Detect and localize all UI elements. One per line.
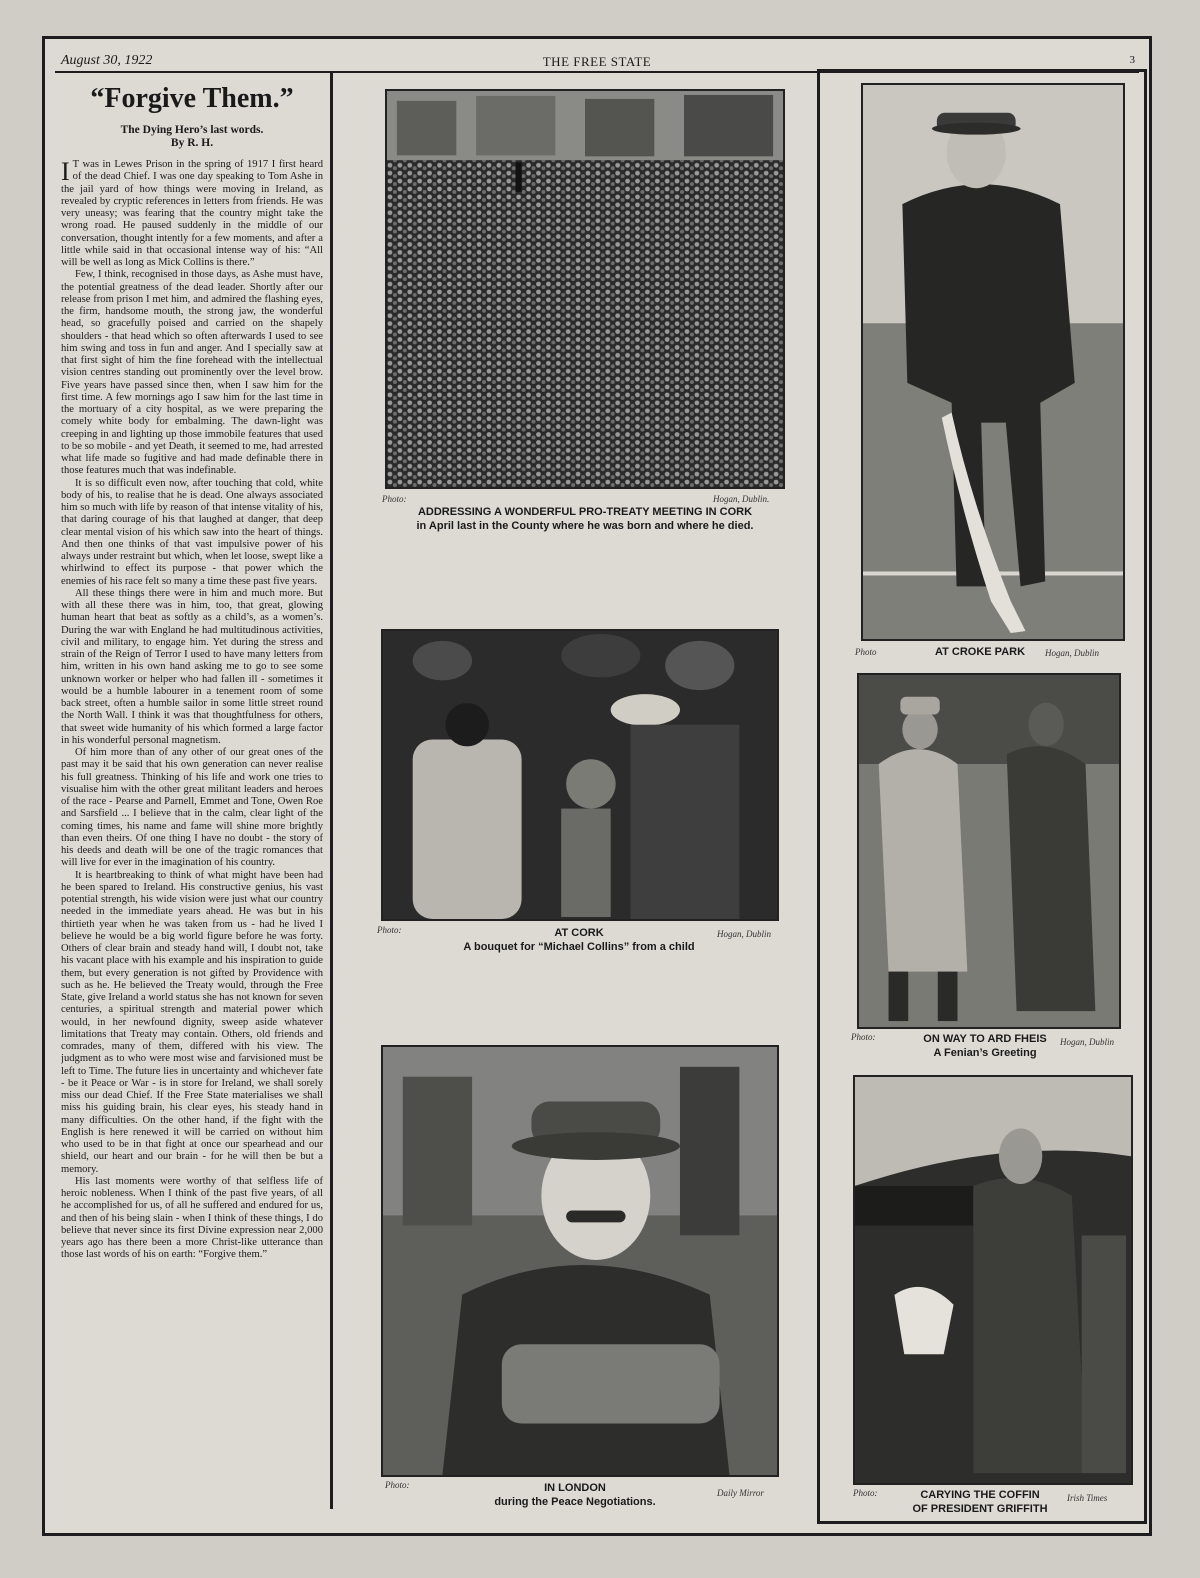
photo-caption: [885, 1488, 1075, 1516]
article-paragraph: It is heartbreaking to think of what might have been had he been spared to Ireland. His constructive genius, his vast potential strength, his wide vision were just what our country needed in the immediate years ahead. He was but in his thirtieth year when he was taken from us - had he lived I believe he would be a big world figure before he was forty. Others of clear brain and steady hand will, I doubt not, take his vacant place with his example and his inspiration to guide them, but every generation is not gifted by Providence with such as he. He believed the Treaty would, through the Free State, give Ireland a world status she has not known for seven centuries, a spiritual strength and material power which would, in her newfound dignity, sweep aside whatever limitations that Treaty may contain. Others, old friends and comrades, many of them, differed with his view. The judgment as to who were most wise and farvisioned must be left to Time. The future lies in uncertainty and whichever fate - be it Peace or War - is in store for Ireland, we shall sorely miss our dead Chief. If the Free State materialises we shall miss his guiding brain, his clear eyes, his steady hand in many difficulties. On the other hand, if the fight with the English is here renewed it will be carried on without him who used to be in that fight at once our spearhead and our shield, our heart and our brain - for he will then be but a memory.: [61, 869, 323, 1175]
caption-subtitle: A bouquet for “Michael Collins” from a child: [463, 941, 695, 953]
caption-subtitle: during the Peace Negotiations.: [494, 1496, 656, 1508]
column-rule: [330, 71, 333, 1509]
article-column: [61, 83, 323, 1508]
caption-title: CARYING THE COFFIN: [920, 1489, 1040, 1501]
article-subhead: The Dying Hero’s last words.: [120, 124, 264, 136]
photo-ard-fheis: [857, 673, 1121, 1029]
photo-griffith-coffin: [853, 1075, 1133, 1485]
page-number: 3: [1129, 54, 1135, 66]
newspaper-page: [42, 36, 1152, 1536]
article-body: [61, 159, 323, 1262]
photo-credit-left: Photo:: [853, 1488, 878, 1498]
photo-in-london: [381, 1045, 779, 1477]
photo-credit-left: Photo:: [377, 925, 402, 935]
photo-credit-right: Daily Mirror: [717, 1488, 764, 1498]
drop-cap: I: [61, 157, 70, 186]
article-paragraph: It is so difficult even now, after touching that cold, white body of his, to realise that he is dead. One always associated him so much with life by reason of that intense vitality of his, that daring courage of his that laughed at danger, that deep clear mental vision of his which saw into the heart of things. And then one thinks of that vast impulsive power of his always under restraint but which, when let loose, swept like a whirlwind to effect its purpose - that power which the enemies of his race felt so many a time these past five years.: [61, 477, 323, 587]
photo-credit-left: Photo: [855, 647, 877, 657]
photo-caption: AT CROKE PARK: [935, 646, 1026, 658]
photo-credit-right: Hogan, Dublin: [1045, 648, 1099, 658]
photo-credit-right: Hogan, Dublin.: [713, 494, 770, 504]
photo-credit-left: Photo:: [382, 494, 407, 504]
caption-title: AT CORK: [554, 927, 604, 939]
photo-credit-right: Hogan, Dublin: [1060, 1037, 1114, 1047]
photo-caption: [895, 1032, 1075, 1060]
photo-credit-left: Photo:: [385, 1480, 410, 1490]
caption-title: ADDRESSING A WONDERFUL PRO-TREATY MEETING IN CORK: [417, 506, 753, 518]
issue-date: August 30, 1922: [61, 53, 153, 68]
caption-title: ON WAY TO ARD FHEIS: [923, 1033, 1047, 1045]
newspaper-title: THE FREE STATE: [542, 54, 652, 69]
photo-caption: [445, 1481, 705, 1509]
photo-caption: [375, 926, 783, 954]
article-paragraph: I T was in Lewes Prison in the spring of 1917 I first heard of the dead Chief. I was one day speaking to Tom Ashe in the jail yard of how things were moving in Ireland, as revealed by cryptic references in letters from friends. He was very uneasy; was fearing that the country might take the wrong road. He paused suddenly in the middle of our conversation, thought intently for a few moments, and after a little while said in that occasional intense way of his: “All will be well as long as Mick Collins is there.”: [61, 157, 323, 268]
caption-subtitle: A Fenian’s Greeting: [933, 1047, 1037, 1059]
photo-caption: [375, 505, 795, 533]
caption-title: IN LONDON: [544, 1482, 606, 1494]
article-paragraph: Few, I think, recognised in those days, as Ashe must have, the potential greatness of the dead leader. Shortly after our release from prison I met him, and admired the flashing eyes, the firm, handsome mouth, the strong jaw, the wonderful head, so gracefully poised and carried on the shapely shoulders - that head which so often afterwards I used to see him swing and toss in fun and anger. And I specially saw at that first sight of him the fine forehead with the intellectual vision centres standing out prominently over the level brow. Five years have passed since then, when I saw him for the first time. A few mornings ago I saw him for the last time in the mortuary of a city hospital, as we were preparing the comely white body for embalming. The dawn-light was creeping in and lighting up those immobile features that used to be so mobile - and yet Death, it seemed to me, had arrested what life made so fugitive and had made definable there in those features much that was indefinable.: [61, 269, 323, 477]
caption-subtitle: OF PRESIDENT GRIFFITH: [912, 1503, 1048, 1515]
photo-credit-right: Irish Times: [1067, 1493, 1108, 1503]
caption-subtitle: in April last in the County where he was born and where he died.: [416, 520, 754, 532]
article-paragraph: Of him more than of any other of our great ones of the past may it be said that his own generation can never realise his full greatness. Thinking of his life and work one tries to visualise him with the other great militant leaders and heroes of the race - Pearse and Parnell, Emmet and Tone, Owen Roe and Sarsfield ... I believe that in the calm, clear light of the coming times, his name and fame will shine more brightly than even theirs. Of one thing I have no doubt - the story of his deeds and death will be one of the tragic romances that will live for ever in the imagination of his country.: [61, 747, 323, 869]
article-headline: “Forgive Them.”: [90, 83, 294, 114]
photo-cork-meeting: [385, 89, 785, 489]
article-paragraph: His last moments were worthy of that selfless life of heroic nobleness. When I think of the past five years, of all he accomplished for us, of all he suffered and endured for us, and then of his being slain - when I think of these things, I do believe that never since its first Divine expression near 2,000 years ago has there been a more Christ-like utterance than those last words of his on earth: “Forgive them.”: [61, 1175, 323, 1261]
article-paragraph: All these things there were in him and much more. But with all these there was in him, too, that great, glowing human heart that beat as softly as a child’s, as a women’s. During the war with England he had multitudinous activities, civil and military, to engage him. Yet during the stress and strain of the Reign of Terror I used to have many letters from him, written in his own hand asking me to go to see some unknown worker or helper who had fallen ill - sometimes it would be a humble labourer in a tenement room of some back street, often a humble sailor in some little street round the North Wall. I think it was that thoughtfulness for others, that sweet wide humanity of his which formed a large factor in his wonderful personal magnetism.: [61, 587, 323, 746]
photo-credit-right: Hogan, Dublin: [717, 929, 771, 939]
photo-croke-park: [861, 83, 1125, 641]
photo-credit-left: Photo:: [851, 1032, 876, 1042]
photo-at-cork: [381, 629, 779, 921]
article-byline: By R. H.: [170, 137, 214, 149]
